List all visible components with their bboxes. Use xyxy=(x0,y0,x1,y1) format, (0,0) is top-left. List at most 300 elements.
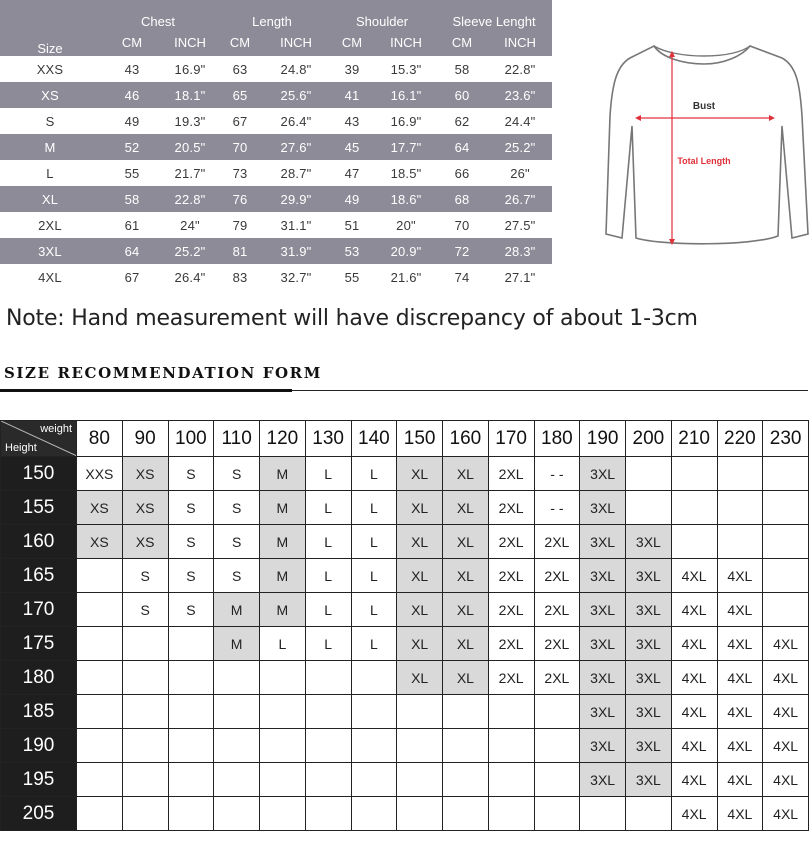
size-row xyxy=(0,134,552,160)
size-row xyxy=(0,264,552,290)
recommended-size-cell: S xyxy=(122,593,168,627)
measurement-cell: 20.5" xyxy=(164,134,216,160)
recommended-size-cell xyxy=(443,797,489,831)
recommended-size-cell xyxy=(77,627,123,661)
recommended-size-cell: S xyxy=(214,559,260,593)
measurement-cell: 62 xyxy=(436,108,488,134)
total-length-label: Total Length xyxy=(677,156,731,166)
recommended-size-cell: S xyxy=(122,559,168,593)
recommended-size-cell: XS xyxy=(122,525,168,559)
recommended-size-cell: XS xyxy=(122,491,168,525)
measurement-cell: 53 xyxy=(328,238,376,264)
recommended-size-cell xyxy=(717,525,763,559)
recommended-size-cell xyxy=(534,797,580,831)
size-name-cell: XL xyxy=(0,186,100,212)
height-header: 170 xyxy=(1,593,77,627)
recommended-size-cell xyxy=(488,729,534,763)
recommended-size-cell xyxy=(168,797,214,831)
recommended-size-cell: 3XL xyxy=(580,661,626,695)
measurement-cell: 76 xyxy=(216,186,264,212)
size-column-header: Size xyxy=(0,0,100,56)
size-recommendation-table xyxy=(0,420,809,831)
recommended-size-cell: 2XL xyxy=(488,593,534,627)
height-row xyxy=(1,661,809,695)
recommended-size-cell: S xyxy=(168,491,214,525)
measurement-cell: 79 xyxy=(216,212,264,238)
size-row xyxy=(0,56,552,82)
recommended-size-cell: 4XL xyxy=(717,797,763,831)
recommended-size-cell xyxy=(351,695,397,729)
measurement-cell: 31.1" xyxy=(264,212,328,238)
recommended-size-cell xyxy=(77,695,123,729)
recommended-size-cell: S xyxy=(168,525,214,559)
recommended-size-cell: M xyxy=(260,491,306,525)
measurement-cell: 27.5" xyxy=(488,212,552,238)
recommended-size-cell xyxy=(122,695,168,729)
recommended-size-cell: 4XL xyxy=(671,763,717,797)
recommended-size-cell: 3XL xyxy=(626,729,672,763)
measurement-cell: 55 xyxy=(100,160,164,186)
recommended-size-cell xyxy=(122,797,168,831)
height-row xyxy=(1,695,809,729)
recommended-size-cell: 4XL xyxy=(717,729,763,763)
measurement-cell: 32.7" xyxy=(264,264,328,290)
recommended-size-cell xyxy=(214,729,260,763)
height-row xyxy=(1,491,809,525)
measurement-cell: 22.8" xyxy=(164,186,216,212)
recommended-size-cell: 3XL xyxy=(580,763,626,797)
recommended-size-cell: 3XL xyxy=(626,695,672,729)
recommended-size-cell: XL xyxy=(443,525,489,559)
unit-header: CM xyxy=(216,29,264,56)
recommended-size-cell: L xyxy=(351,559,397,593)
recommended-size-cell: 3XL xyxy=(626,593,672,627)
height-header: 205 xyxy=(1,797,77,831)
recommended-size-cell: 2XL xyxy=(534,661,580,695)
recommended-size-cell xyxy=(534,729,580,763)
recommended-size-cell xyxy=(305,797,351,831)
unit-header: INCH xyxy=(164,29,216,56)
measurement-cell: 49 xyxy=(100,108,164,134)
measurement-cell: 51 xyxy=(328,212,376,238)
recommended-size-cell xyxy=(77,729,123,763)
recommended-size-cell: S xyxy=(214,457,260,491)
recommended-size-cell xyxy=(763,525,809,559)
unit-header: INCH xyxy=(488,29,552,56)
height-header: 150 xyxy=(1,457,77,491)
size-row xyxy=(0,82,552,108)
measurement-cell: 64 xyxy=(436,134,488,160)
weight-header: 80 xyxy=(77,421,123,457)
measurement-cell: 45 xyxy=(328,134,376,160)
height-row xyxy=(1,525,809,559)
recommended-size-cell: XL xyxy=(443,491,489,525)
recommended-size-cell xyxy=(214,695,260,729)
recommended-size-cell: M xyxy=(260,457,306,491)
measurement-cell: 27.6" xyxy=(264,134,328,160)
height-header: 160 xyxy=(1,525,77,559)
weight-header: 150 xyxy=(397,421,443,457)
recommended-size-cell: 2XL xyxy=(534,559,580,593)
weight-header: 190 xyxy=(580,421,626,457)
measurement-cell: 28.3" xyxy=(488,238,552,264)
recommended-size-cell xyxy=(122,627,168,661)
measurement-cell: 66 xyxy=(436,160,488,186)
height-row xyxy=(1,797,809,831)
weight-header: 100 xyxy=(168,421,214,457)
weight-header: 120 xyxy=(260,421,306,457)
measurement-cell: 58 xyxy=(436,56,488,82)
recommended-size-cell: 4XL xyxy=(671,593,717,627)
recommended-size-cell xyxy=(77,661,123,695)
measurement-cell: 63 xyxy=(216,56,264,82)
recommended-size-cell: XS xyxy=(77,491,123,525)
recommended-size-cell xyxy=(763,457,809,491)
recommended-size-cell: L xyxy=(351,627,397,661)
measurement-note: Note: Hand measurement will have discrepancy of about 1-3cm xyxy=(6,306,698,331)
recommended-size-cell xyxy=(626,491,672,525)
height-row xyxy=(1,457,809,491)
measurement-cell: 29.9" xyxy=(264,186,328,212)
recommended-size-cell: 4XL xyxy=(717,695,763,729)
recommended-size-cell: XL xyxy=(443,593,489,627)
measurement-cell: 22.8" xyxy=(488,56,552,82)
measurement-cell: 16.1" xyxy=(376,82,436,108)
measurement-cell: 16.9" xyxy=(164,56,216,82)
measurement-cell: 73 xyxy=(216,160,264,186)
size-name-cell: 4XL xyxy=(0,264,100,290)
recommended-size-cell: XL xyxy=(443,661,489,695)
recommended-size-cell: M xyxy=(260,559,306,593)
recommended-size-cell xyxy=(77,593,123,627)
recommended-size-cell: M xyxy=(214,593,260,627)
recommended-size-cell xyxy=(488,797,534,831)
recommended-size-cell xyxy=(671,457,717,491)
size-name-cell: S xyxy=(0,108,100,134)
measurement-cell: 18.1" xyxy=(164,82,216,108)
recommended-size-cell: XL xyxy=(397,491,443,525)
title-divider-accent xyxy=(0,389,292,392)
recommended-size-cell: 4XL xyxy=(671,661,717,695)
recommended-size-cell: XL xyxy=(397,661,443,695)
recommended-size-cell xyxy=(122,763,168,797)
measurement-cell: 21.6" xyxy=(376,264,436,290)
height-header: 155 xyxy=(1,491,77,525)
recommended-size-cell: 4XL xyxy=(671,627,717,661)
recommended-size-cell: 4XL xyxy=(717,627,763,661)
size-name-cell: XXS xyxy=(0,56,100,82)
recommended-size-cell: 4XL xyxy=(717,559,763,593)
recommended-size-cell xyxy=(443,695,489,729)
measurement-cell: 20.9" xyxy=(376,238,436,264)
recommended-size-cell xyxy=(351,661,397,695)
measurement-cell: 28.7" xyxy=(264,160,328,186)
recommended-size-cell: 4XL xyxy=(763,695,809,729)
measurement-cell: 61 xyxy=(100,212,164,238)
recommended-size-cell xyxy=(168,627,214,661)
recommended-size-cell xyxy=(168,661,214,695)
recommended-size-cell: 2XL xyxy=(534,593,580,627)
recommended-size-cell xyxy=(397,729,443,763)
recommended-size-cell xyxy=(260,797,306,831)
recommended-size-cell xyxy=(443,763,489,797)
height-row xyxy=(1,559,809,593)
measurement-cell: 26.4" xyxy=(164,264,216,290)
height-row xyxy=(1,593,809,627)
recommended-size-cell: 3XL xyxy=(580,559,626,593)
measurement-cell: 25.2" xyxy=(164,238,216,264)
recommended-size-cell: XS xyxy=(122,457,168,491)
measurement-cell: 23.6" xyxy=(488,82,552,108)
measurement-cell: 24.4" xyxy=(488,108,552,134)
measurement-cell: 15.3" xyxy=(376,56,436,82)
recommended-size-cell xyxy=(488,763,534,797)
recommended-size-cell: XXS xyxy=(77,457,123,491)
recommended-size-cell: 4XL xyxy=(763,797,809,831)
recommended-size-cell xyxy=(122,729,168,763)
recommended-size-cell: L xyxy=(351,525,397,559)
recommendation-title: SIZE RECOMMENDATION FORM xyxy=(4,364,322,382)
recommended-size-cell: L xyxy=(305,525,351,559)
height-axis-label: Height xyxy=(5,442,37,454)
recommended-size-cell: 2XL xyxy=(488,525,534,559)
recommended-size-cell: 4XL xyxy=(717,763,763,797)
recommended-size-cell: 2XL xyxy=(534,525,580,559)
recommended-size-cell xyxy=(77,763,123,797)
measurement-cell: 43 xyxy=(100,56,164,82)
recommended-size-cell xyxy=(260,763,306,797)
recommended-size-cell xyxy=(397,695,443,729)
recommended-size-cell xyxy=(214,797,260,831)
recommended-size-cell: XS xyxy=(77,525,123,559)
measurement-cell: 43 xyxy=(328,108,376,134)
recommended-size-cell: 3XL xyxy=(626,763,672,797)
recommended-size-cell: 3XL xyxy=(626,661,672,695)
measurement-cell: 31.9" xyxy=(264,238,328,264)
weight-header: 110 xyxy=(214,421,260,457)
measurement-cell: 27.1" xyxy=(488,264,552,290)
recommended-size-cell: L xyxy=(351,457,397,491)
chest-header: Chest xyxy=(100,0,216,29)
measurement-cell: 58 xyxy=(100,186,164,212)
length-header: Length xyxy=(216,0,328,29)
recommended-size-cell xyxy=(351,797,397,831)
weight-header: 200 xyxy=(626,421,672,457)
recommended-size-cell xyxy=(77,797,123,831)
recommended-size-cell: 2XL xyxy=(488,627,534,661)
unit-header: CM xyxy=(328,29,376,56)
recommended-size-cell: S xyxy=(168,559,214,593)
recommended-size-cell: 3XL xyxy=(626,559,672,593)
recommended-size-cell: 4XL xyxy=(717,661,763,695)
measurement-cell: 19.3" xyxy=(164,108,216,134)
measurement-cell: 81 xyxy=(216,238,264,264)
height-header: 180 xyxy=(1,661,77,695)
unit-header: CM xyxy=(436,29,488,56)
measurement-cell: 49 xyxy=(328,186,376,212)
recommended-size-cell xyxy=(260,695,306,729)
recommended-size-cell: S xyxy=(214,525,260,559)
recommended-size-cell: 3XL xyxy=(580,627,626,661)
recommended-size-cell xyxy=(763,559,809,593)
size-row xyxy=(0,238,552,264)
recommended-size-cell xyxy=(397,797,443,831)
recommended-size-cell xyxy=(305,695,351,729)
recommended-size-cell xyxy=(534,695,580,729)
recommended-size-cell xyxy=(443,729,489,763)
recommended-size-cell: 4XL xyxy=(763,763,809,797)
weight-axis-label: weight xyxy=(40,423,72,435)
height-row xyxy=(1,627,809,661)
weight-height-corner xyxy=(1,421,77,457)
size-name-cell: L xyxy=(0,160,100,186)
measurement-cell: 46 xyxy=(100,82,164,108)
recommended-size-cell: L xyxy=(305,559,351,593)
recommended-size-cell xyxy=(397,763,443,797)
size-row xyxy=(0,160,552,186)
recommended-size-cell: 3XL xyxy=(580,525,626,559)
recommended-size-cell xyxy=(626,797,672,831)
sleeve-length-header: Sleeve Lenght xyxy=(436,0,552,29)
measurement-cell: 72 xyxy=(436,238,488,264)
measurement-cell: 25.2" xyxy=(488,134,552,160)
recommended-size-cell: - - xyxy=(534,491,580,525)
recommended-size-cell: L xyxy=(260,627,306,661)
measurement-cell: 17.7" xyxy=(376,134,436,160)
recommended-size-cell: 4XL xyxy=(717,593,763,627)
size-name-cell: 3XL xyxy=(0,238,100,264)
recommended-size-cell: XL xyxy=(443,457,489,491)
size-name-cell: M xyxy=(0,134,100,160)
height-header: 175 xyxy=(1,627,77,661)
recommended-size-cell: S xyxy=(214,491,260,525)
recommended-size-cell: L xyxy=(351,593,397,627)
measurement-cell: 25.6" xyxy=(264,82,328,108)
measurement-cell: 26.7" xyxy=(488,186,552,212)
height-header: 190 xyxy=(1,729,77,763)
recommended-size-cell: L xyxy=(305,627,351,661)
measurement-cell: 52 xyxy=(100,134,164,160)
measurement-cell: 70 xyxy=(436,212,488,238)
unit-header: INCH xyxy=(264,29,328,56)
recommended-size-cell xyxy=(717,457,763,491)
measurement-cell: 24.8" xyxy=(264,56,328,82)
measurement-cell: 26" xyxy=(488,160,552,186)
recommended-size-cell: 2XL xyxy=(488,559,534,593)
recommended-size-cell: 4XL xyxy=(763,661,809,695)
recommended-size-cell xyxy=(168,695,214,729)
recommended-size-cell xyxy=(168,763,214,797)
recommended-size-cell: S xyxy=(168,457,214,491)
height-row xyxy=(1,763,809,797)
size-row xyxy=(0,108,552,134)
weight-header: 230 xyxy=(763,421,809,457)
size-row xyxy=(0,186,552,212)
recommended-size-cell: 3XL xyxy=(580,491,626,525)
measurement-cell: 18.5" xyxy=(376,160,436,186)
recommended-size-cell: 3XL xyxy=(580,593,626,627)
recommended-size-cell: XL xyxy=(397,627,443,661)
recommended-size-cell: 2XL xyxy=(488,661,534,695)
bust-label: Bust xyxy=(692,101,716,112)
measurement-cell: 64 xyxy=(100,238,164,264)
recommended-size-cell: M xyxy=(214,627,260,661)
measurement-cell: 67 xyxy=(216,108,264,134)
recommended-size-cell: 3XL xyxy=(580,695,626,729)
measurement-cell: 70 xyxy=(216,134,264,160)
recommended-size-cell: 2XL xyxy=(534,627,580,661)
height-row xyxy=(1,729,809,763)
recommended-size-cell xyxy=(122,661,168,695)
recommended-size-cell: L xyxy=(351,491,397,525)
recommended-size-cell: 4XL xyxy=(763,729,809,763)
shirt-measurement-diagram xyxy=(592,6,810,250)
recommended-size-cell xyxy=(305,661,351,695)
height-header: 195 xyxy=(1,763,77,797)
recommended-size-cell xyxy=(534,763,580,797)
recommended-size-cell: 3XL xyxy=(626,525,672,559)
weight-header: 210 xyxy=(671,421,717,457)
recommended-size-cell: XL xyxy=(397,559,443,593)
recommended-size-cell: L xyxy=(305,593,351,627)
recommended-size-cell xyxy=(671,525,717,559)
size-row xyxy=(0,212,552,238)
recommended-size-cell: 3XL xyxy=(626,627,672,661)
recommended-size-cell: S xyxy=(168,593,214,627)
measurement-cell: 83 xyxy=(216,264,264,290)
measurement-cell: 18.6" xyxy=(376,186,436,212)
recommended-size-cell: - - xyxy=(534,457,580,491)
measurement-cell: 47 xyxy=(328,160,376,186)
size-chart-table xyxy=(0,0,552,290)
weight-header: 220 xyxy=(717,421,763,457)
measurement-cell: 24" xyxy=(164,212,216,238)
recommended-size-cell xyxy=(77,559,123,593)
recommended-size-cell: L xyxy=(305,457,351,491)
recommended-size-cell xyxy=(214,661,260,695)
size-name-cell: XS xyxy=(0,82,100,108)
measurement-cell: 65 xyxy=(216,82,264,108)
unit-header: CM xyxy=(100,29,164,56)
measurement-cell: 26.4" xyxy=(264,108,328,134)
recommended-size-cell xyxy=(671,491,717,525)
recommended-size-cell xyxy=(763,593,809,627)
weight-header: 170 xyxy=(488,421,534,457)
recommended-size-cell: XL xyxy=(397,457,443,491)
measurement-cell: 67 xyxy=(100,264,164,290)
recommended-size-cell xyxy=(305,763,351,797)
recommended-size-cell xyxy=(626,457,672,491)
recommended-size-cell xyxy=(214,763,260,797)
recommended-size-cell xyxy=(717,491,763,525)
recommended-size-cell: M xyxy=(260,525,306,559)
measurement-cell: 39 xyxy=(328,56,376,82)
recommended-size-cell: 4XL xyxy=(671,729,717,763)
recommended-size-cell: XL xyxy=(397,525,443,559)
recommended-size-cell xyxy=(351,729,397,763)
shirt-outline xyxy=(606,46,808,244)
recommended-size-cell xyxy=(580,797,626,831)
recommended-size-cell xyxy=(351,763,397,797)
weight-header: 180 xyxy=(534,421,580,457)
size-name-cell: 2XL xyxy=(0,212,100,238)
recommended-size-cell: XL xyxy=(443,559,489,593)
recommended-size-cell: 4XL xyxy=(671,559,717,593)
recommended-size-cell: L xyxy=(305,491,351,525)
unit-header: INCH xyxy=(376,29,436,56)
recommended-size-cell xyxy=(260,661,306,695)
recommended-size-cell: 4XL xyxy=(763,627,809,661)
